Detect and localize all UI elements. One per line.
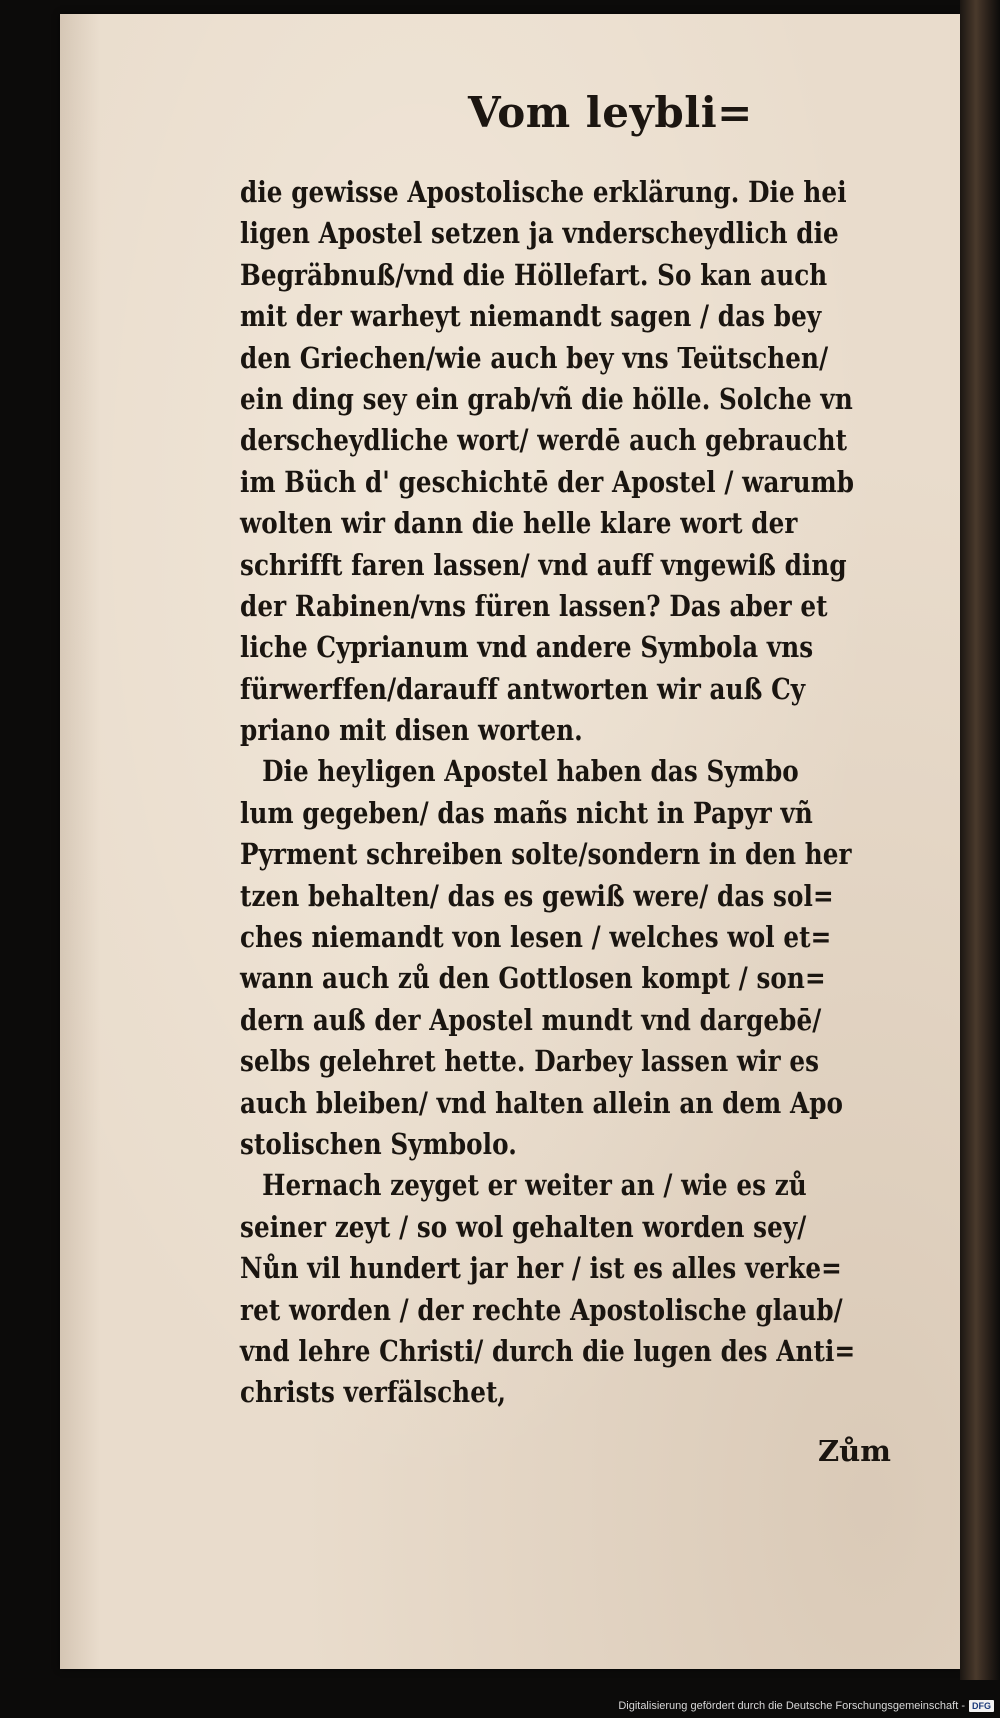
text-line: derscheydliche wort/ werdē auch gebraucht (240, 423, 848, 458)
text-line: Nůn vil hundert jar her / ist es alles verke= (240, 1251, 842, 1286)
text-line: der Rabinen/vns füren lassen? Das aber et (240, 588, 828, 623)
text-line: Die heyligen Apostel haben das Symbo (262, 754, 799, 789)
text-line: im Büch d' geschichtē der Apostel / warumb (240, 464, 855, 499)
text-line: fürwerffen/darauff antworten wir auß Cy (240, 671, 806, 706)
text-line: vnd lehre Christi/ durch die lugen des Anti= (240, 1333, 856, 1368)
text-line: lum gegeben/ das mañs nicht in Papyr vñ (240, 795, 813, 830)
text-line: stolischen Symbolo. (240, 1126, 517, 1161)
text-line: liche Cyprianum vnd andere Symbola vns (240, 630, 814, 665)
book-edge (960, 0, 1000, 1680)
text-line: wann auch zů den Gottlosen kompt / son= (240, 961, 826, 996)
text-line: auch bleiben/ vnd halten allein an dem Apo (240, 1085, 844, 1120)
text-line: priano mit disen worten. (240, 713, 583, 748)
text-line: ein ding sey ein grab/vñ die hölle. Solche vn (240, 381, 853, 416)
catchword: Zům (818, 1434, 891, 1468)
text-line: Hernach zeyget er weiter an / wie es zů (262, 1168, 807, 1203)
text-line: schrifft faren lassen/ vnd auff vngewiß ding (240, 547, 847, 582)
credit-text: Digitalisierung gefördert durch die Deutsche Forschungsgemeinschaft - (618, 1700, 965, 1712)
text-line: selbs gelehret hette. Darbey lassen wir es (240, 1044, 820, 1079)
digitization-credit (618, 1700, 994, 1712)
text-line: seiner zeyt / so wol gehalten worden sey/ (240, 1209, 807, 1244)
text-line: mit der warheyt niemandt sagen / das bey (240, 299, 822, 334)
text-line: Pyrment schreiben solte/sondern in den her (240, 837, 852, 872)
text-line: ret worden / der rechte Apostolische glaub/ (240, 1292, 843, 1327)
text-line: ches niemandt von lesen / welches wol et= (240, 920, 832, 955)
running-head: Vom leybli= (468, 88, 753, 137)
text-line: ligen Apostel setzen ja vnderscheydlich die (240, 216, 839, 251)
text-line: tzen behalten/ das es gewiß were/ das sol= (240, 878, 834, 913)
text-line: Begräbnuß/vnd die Höllefart. So kan auch (240, 257, 828, 292)
text-line: dern auß der Apostel mundt vnd dargebē/ (240, 1002, 822, 1037)
page-text (240, 172, 920, 1414)
text-line: christs verfälschet, (240, 1375, 507, 1410)
text-line: wolten wir dann die helle klare wort der (240, 506, 798, 541)
dfg-logo: DFG (969, 1700, 994, 1712)
text-line: den Griechen/wie auch bey vns Teütschen/ (240, 340, 829, 375)
text-line: die gewisse Apostolische erklärung. Die hei (240, 175, 847, 209)
